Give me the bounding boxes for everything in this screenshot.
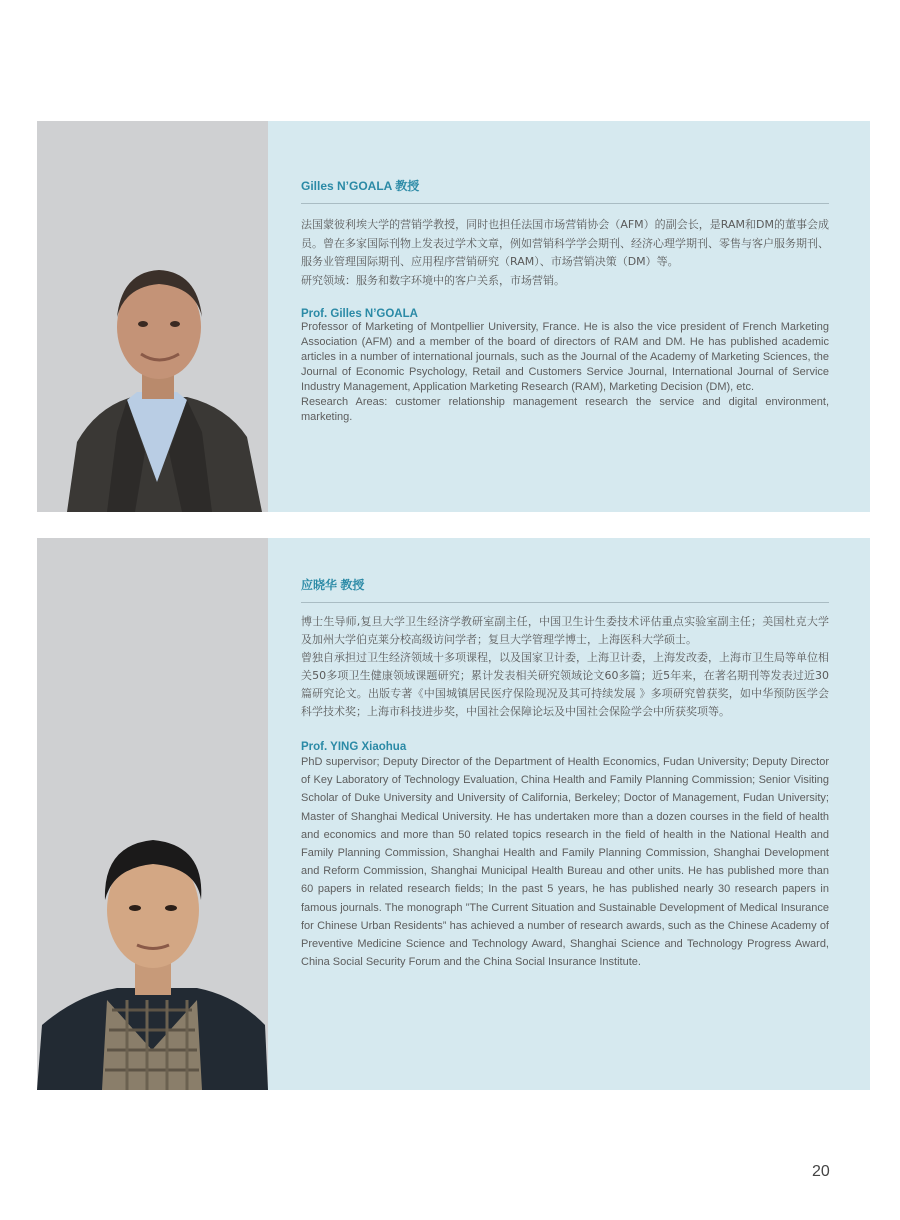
profile-card-ngoala [37, 121, 870, 512]
name-chinese: Gilles N’GOALA 教授 [301, 179, 420, 193]
divider [301, 602, 829, 603]
bio-chinese-paragraph: 研究领域：服务和数字环境中的客户关系，市场营销。 [301, 273, 565, 287]
profile-text-ngoala [301, 177, 829, 425]
portrait-photo-ying [37, 538, 268, 1090]
name-english: Prof. Gilles N’GOALA [301, 308, 418, 320]
profile-text-ying [301, 576, 829, 971]
portrait-photo-ngoala [37, 121, 268, 512]
bio-chinese-paragraph: 曾独自承担过卫生经济领域十多项课程，以及国家卫计委，上海卫计委，上海发改委，上海市卫生局等单位相关50多项卫生健康领域课题研究；累计发表相关研究领域论文60多篇；近5年来，在著名期刊等发表过近30篇研究论文。出版专著《中国城镇居民医疗保险现况及其可持续发展 》多项研究曾获奖，如中华预防医学会科学技术奖；上海市科技进步奖，中国社会保障论坛及中国社会保险学会中所获奖项等。 [301, 651, 829, 718]
name-english: Prof. YING Xiaohua [301, 741, 407, 753]
bio-english-paragraph: PhD supervisor; Deputy Director of the Department of Health Economics, Fudan University; Deputy Director of Key Laboratory of Technology Evaluation, China Health and Family Planning Commission; Senior Visiting Scholar of Duke University and University of California, Berkeley; Doctor of Management, Fudan University; Master of Shanghai Medical University. He has undertaken more than a dozen courses in the field of health and economics and more than 50 related topics research in the field of health in the National Health and Family Planning Commission, Shanghai Health and Family Planning Commission, Shanghai Development and Reform Commission, Shanghai Municipal Health Bureau and other units. He has published more than 60 papers in related research fields; In the past 5 years, he has published nearly 30 research papers in famous journals. The monograph ”The Current Situation and Sustainable Development of Medical Insurance for Chinese Urban Residents” has achieved a number of research awards, such as the Chinese Academy of Preventive Medicine Science and Technology Award, Shanghai Science and Technology Progress Award, China Social Security Forum and the China Social Insurance Institute. [301, 756, 829, 969]
portrait-illustration [37, 232, 268, 512]
bio-english-paragraph: Professor of Marketing of Montpellier University, France. He is also the vice president of French Marketing Association (AFM) and a member of the board of directors of RAM and DM. He has published academic articles in a number of international journals, such as the Journal of the Academy of Marketing Sciences, the Journal of Economic Psychology, Retail and Customers Service Journal, International Journal of Service Industry Management, Application Marketing Research (RAM), Marketing Decision (DM), etc. [301, 321, 829, 393]
bio-chinese-paragraph: 博士生导师,复旦大学卫生经济学教研室副主任，中国卫生计生委技术评估重点实验室副主任；美国杜克大学及加州大学伯克莱分校高级访问学者；复旦大学管理学博士，上海医科大学硕士。 [301, 615, 829, 646]
profile-card-ying [37, 538, 870, 1090]
bio-english-paragraph: Research Areas: customer relationship management research the service and digital environment, marketing. [301, 396, 829, 423]
page-number: 20 [812, 1163, 830, 1180]
name-chinese: 应晓华 教授 [301, 578, 365, 592]
bio-chinese-paragraph: 法国蒙彼利埃大学的营销学教授，同时也担任法国市场营销协会（AFM）的副会长，是RAM和DM的董事会成员。曾在多家国际刊物上发表过学术文章，例如营销科学学会期刊、经济心理学期刊、零售与客户服务期刊、服务业管理国际期刊、应用程序营销研究（RAM）、市场营销决策（DM）等。 [301, 218, 829, 268]
portrait-illustration [37, 800, 268, 1090]
divider [301, 203, 829, 204]
